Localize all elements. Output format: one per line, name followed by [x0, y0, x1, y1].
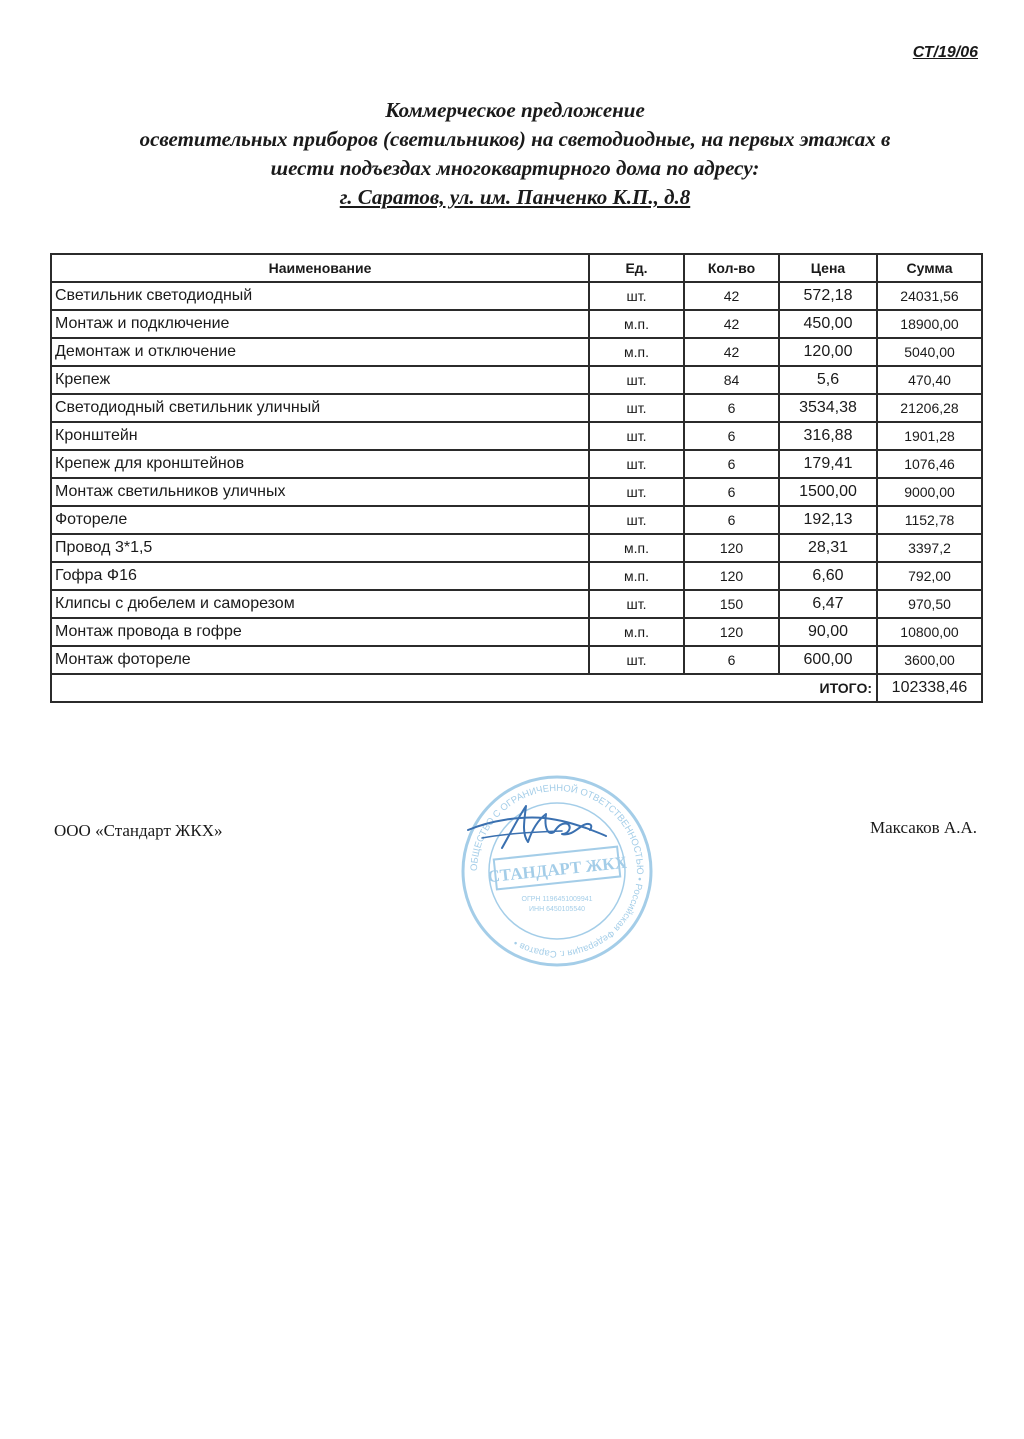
- table-total-row: [51, 674, 982, 702]
- cell-price: 28,31: [779, 534, 877, 562]
- cell-unit: шт.: [589, 478, 684, 506]
- cell-name: Светодиодный светильник уличный: [51, 394, 589, 422]
- title-line-3: шести подъездах многоквартирного дома по адресу:: [270, 156, 760, 180]
- cell-price: 1500,00: [779, 478, 877, 506]
- cell-sum: 970,50: [877, 590, 982, 618]
- cell-unit: м.п.: [589, 534, 684, 562]
- cell-price: 192,13: [779, 506, 877, 534]
- cell-name: Гофра Ф16: [51, 562, 589, 590]
- signature: [462, 798, 612, 858]
- cell-name: Фотореле: [51, 506, 589, 534]
- cell-price: 572,18: [779, 282, 877, 310]
- cell-sum: 9000,00: [877, 478, 982, 506]
- cell-qty: 120: [684, 618, 779, 646]
- table-row: [51, 338, 982, 366]
- cell-sum: 24031,56: [877, 282, 982, 310]
- cell-qty: 150: [684, 590, 779, 618]
- table-row: [51, 506, 982, 534]
- cell-qty: 42: [684, 310, 779, 338]
- cell-name: Светильник светодиодный: [51, 282, 589, 310]
- table-row: [51, 618, 982, 646]
- cell-unit: шт.: [589, 506, 684, 534]
- cell-unit: шт.: [589, 282, 684, 310]
- table-row: [51, 310, 982, 338]
- table-row: [51, 534, 982, 562]
- cell-unit: шт.: [589, 422, 684, 450]
- cell-sum: 3397,2: [877, 534, 982, 562]
- header-name: Наименование: [51, 254, 589, 282]
- table-row: [51, 450, 982, 478]
- cell-sum: 1901,28: [877, 422, 982, 450]
- document-number: СТ/19/06: [912, 44, 978, 61]
- table-row: [51, 394, 982, 422]
- table-row: [51, 478, 982, 506]
- cell-qty: 84: [684, 366, 779, 394]
- cell-price: 316,88: [779, 422, 877, 450]
- cell-sum: 470,40: [877, 366, 982, 394]
- cell-price: 90,00: [779, 618, 877, 646]
- cell-qty: 120: [684, 534, 779, 562]
- table-header-row: [51, 254, 982, 282]
- cell-qty: 120: [684, 562, 779, 590]
- header-sum: Сумма: [877, 254, 982, 282]
- cell-unit: шт.: [589, 450, 684, 478]
- cell-qty: 6: [684, 422, 779, 450]
- table-row: [51, 646, 982, 674]
- title-line-2: осветительных приборов (светильников) на светодиодные, на первых этажах в: [139, 127, 891, 151]
- header-price: Цена: [779, 254, 877, 282]
- cell-sum: 21206,28: [877, 394, 982, 422]
- cell-unit: шт.: [589, 366, 684, 394]
- stamp-center-text: СТАНДАРТ ЖКХ: [486, 852, 628, 887]
- cell-price: 6,60: [779, 562, 877, 590]
- cell-sum: 1076,46: [877, 450, 982, 478]
- cell-sum: 792,00: [877, 562, 982, 590]
- cell-unit: шт.: [589, 590, 684, 618]
- total-label: ИТОГО:: [51, 674, 877, 702]
- cell-name: Провод 3*1,5: [51, 534, 589, 562]
- cell-name: Монтаж светильников уличных: [51, 478, 589, 506]
- cell-qty: 42: [684, 338, 779, 366]
- price-table: [50, 253, 983, 703]
- stamp-inner-line-1: ОГРН 1196451009941: [521, 896, 593, 903]
- cell-name: Монтаж и подключение: [51, 310, 589, 338]
- cell-unit: м.п.: [589, 562, 684, 590]
- cell-price: 5,6: [779, 366, 877, 394]
- signer-name: Максаков А.А.: [869, 818, 977, 837]
- cell-qty: 6: [684, 394, 779, 422]
- cell-sum: 10800,00: [877, 618, 982, 646]
- cell-price: 120,00: [779, 338, 877, 366]
- cell-price: 450,00: [779, 310, 877, 338]
- title-address: г. Саратов, ул. им. Панченко К.П., д.8: [339, 185, 691, 209]
- cell-name: Крепеж: [51, 366, 589, 394]
- cell-name: Крепеж для кронштейнов: [51, 450, 589, 478]
- cell-unit: м.п.: [589, 310, 684, 338]
- cell-qty: 6: [684, 478, 779, 506]
- cell-sum: 1152,78: [877, 506, 982, 534]
- cell-sum: 18900,00: [877, 310, 982, 338]
- stamp-inner-line-2: ИНН 6450105540: [528, 906, 586, 913]
- table-row: [51, 590, 982, 618]
- header-unit: Ед.: [589, 254, 684, 282]
- cell-sum: 3600,00: [877, 646, 982, 674]
- cell-sum: 5040,00: [877, 338, 982, 366]
- table-row: [51, 562, 982, 590]
- cell-name: Кронштейн: [51, 422, 589, 450]
- cell-price: 3534,38: [779, 394, 877, 422]
- cell-name: Демонтаж и отключение: [51, 338, 589, 366]
- cell-unit: м.п.: [589, 618, 684, 646]
- cell-qty: 6: [684, 646, 779, 674]
- document-title: [40, 96, 990, 212]
- title-line-1: Коммерческое предложение: [385, 98, 645, 122]
- cell-price: 179,41: [779, 450, 877, 478]
- cell-name: Монтаж провода в гофре: [51, 618, 589, 646]
- cell-qty: 42: [684, 282, 779, 310]
- cell-name: Клипсы с дюбелем и саморезом: [51, 590, 589, 618]
- cell-qty: 6: [684, 450, 779, 478]
- cell-price: 600,00: [779, 646, 877, 674]
- stamp-ring-text: ОБЩЕСТВО С ОГРАНИЧЕННОЙ ОТВЕТСТВЕННОСТЬЮ • Российская Федерация г. Саратов •: [468, 782, 646, 960]
- table-row: [51, 422, 982, 450]
- table-row: [51, 366, 982, 394]
- table-row: [51, 282, 982, 310]
- total-value: 102338,46: [877, 674, 982, 702]
- cell-name: Монтаж фотореле: [51, 646, 589, 674]
- cell-unit: м.п.: [589, 338, 684, 366]
- cell-price: 6,47: [779, 590, 877, 618]
- cell-qty: 6: [684, 506, 779, 534]
- cell-unit: шт.: [589, 394, 684, 422]
- cell-unit: шт.: [589, 646, 684, 674]
- company-name: ООО «Стандарт ЖКХ»: [54, 821, 223, 840]
- header-qty: Кол-во: [684, 254, 779, 282]
